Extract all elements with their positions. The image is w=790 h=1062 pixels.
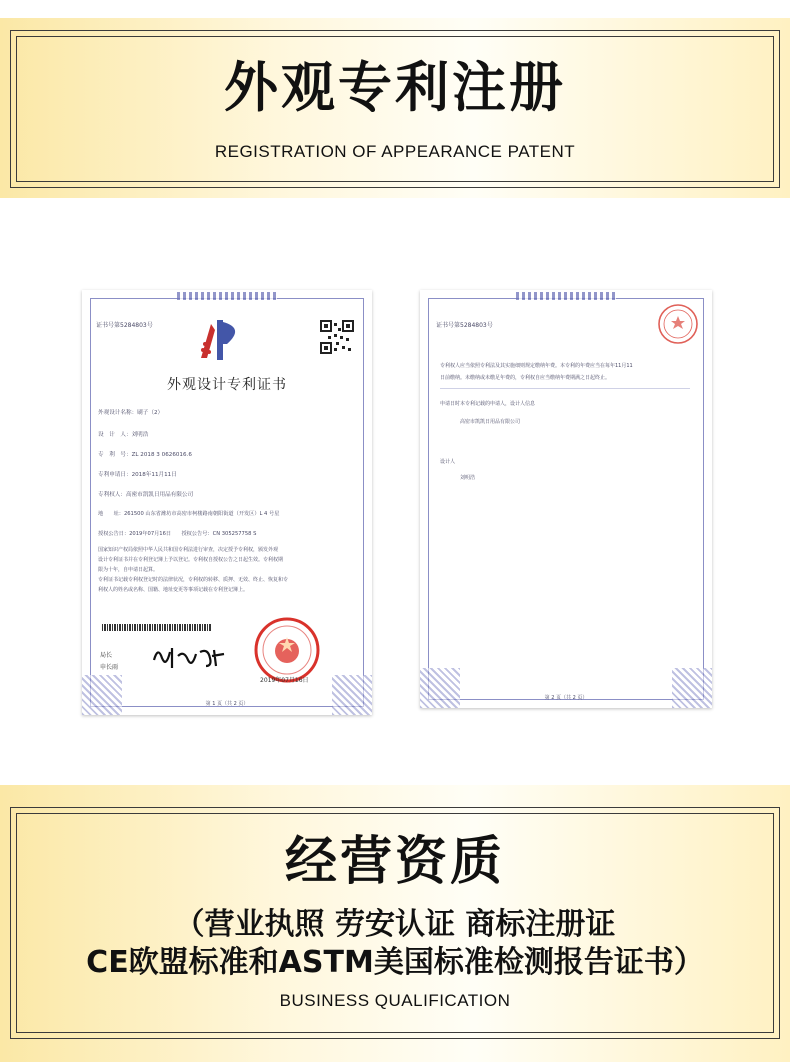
cnipa-logo-icon [197, 318, 247, 364]
certificate-body-line: 设计专利证书并在专利登记簿上予以登记。专利权自授权公告之日起生效。专利权期 [98, 557, 284, 563]
certificate-field: 外观设计名称：刷子（2） [98, 410, 164, 416]
certificate-field: 地 址：261500 山东省潍坊市高密市柯楼路南朝阳街道（开发区）L 4 号星 [98, 511, 280, 517]
section-title: 外观专利注册 [224, 56, 566, 119]
corner-ornament [82, 675, 122, 715]
section-title: 经营资质 [284, 832, 505, 892]
certificate-body-line: 限为十年，自申请日起算。 [98, 567, 159, 573]
certificate-body-line: 高密市凯凯日用品有限公司 [460, 419, 521, 425]
certificate-date: 2019年07月16日 [260, 677, 309, 684]
certificate-body-line: 申请日时本专利记载的申请人，设计人信息 [440, 401, 536, 407]
small-seal [656, 302, 700, 346]
certificate-border [428, 298, 704, 700]
certificate-field: 设 计 人：刘明浩 [98, 432, 149, 438]
certificate-body-line: 专利证书记载专利权登记时的法律状况，专利权的转移、质押、无效、终止、恢复和专 [98, 577, 289, 583]
page-footer: 第 2 页（共 2 页） [544, 695, 588, 701]
signer-name: 申长雨 [100, 664, 119, 671]
top-ornament [177, 292, 277, 300]
patent-certificate-page-2 [420, 290, 712, 708]
certificate-heading: 外观设计专利证书 [167, 377, 287, 393]
certificate-body-line: 设计人 [440, 459, 456, 465]
certificate-field: 专 利 号：ZL 2018 3 0626016.6 [98, 452, 192, 458]
signature-image [150, 642, 230, 672]
certificate-body-line: 利权人的姓名或名称、国籍、地址变更等事项记载在专利登记簿上。 [98, 587, 249, 593]
corner-ornament [332, 675, 372, 715]
signer-label: 局长 [100, 652, 113, 659]
certificate-body-line: 日前缴纳。未缴纳或未缴足年费的，专利权自应当缴纳年费期满之日起终止。 [440, 375, 611, 381]
barcode [102, 624, 212, 631]
qualifications-line-2: CE欧盟标准和ASTM美国标准检测报告证书） [86, 945, 704, 980]
section-subtitle: BUSINESS QUALIFICATION [279, 991, 511, 1010]
page-footer: 第 1 页（共 2 页） [205, 701, 249, 707]
qualifications-line-1: （营业执照 劳安认证 商标注册证 [174, 907, 616, 942]
top-banner [0, 18, 790, 198]
certificate-body-line: 专利权人应当依照专利法及其实施细则规定缴纳年费。本专利的年费应当在每年11月11 [440, 363, 633, 369]
divider [440, 388, 690, 389]
corner-ornament [672, 668, 712, 708]
certificate-number: 证书号第5284803号 [96, 322, 153, 329]
section-subtitle: REGISTRATION OF APPEARANCE PATENT [214, 142, 576, 161]
certificate-body-line: 国家知识产权局依照中华人民共和国专利法进行审查，决定授予专利权，颁发外观 [98, 547, 279, 553]
top-ornament [516, 292, 616, 300]
certificate-body-line: 刘明浩 [460, 475, 476, 481]
certificate-field: 授权公告日：2019年07月16日 授权公告号：CN 305257758 S [98, 531, 257, 537]
qr-code [320, 320, 354, 354]
certificate-number: 证书号第5284803号 [436, 322, 493, 329]
bottom-banner [0, 785, 790, 1062]
certificate-field: 专利申请日：2018年11月11日 [98, 472, 177, 478]
corner-ornament [420, 668, 460, 708]
certificate-field: 专利权人：高密市凯凯日用品有限公司 [98, 492, 194, 498]
patent-certificate-page-1 [82, 290, 372, 715]
